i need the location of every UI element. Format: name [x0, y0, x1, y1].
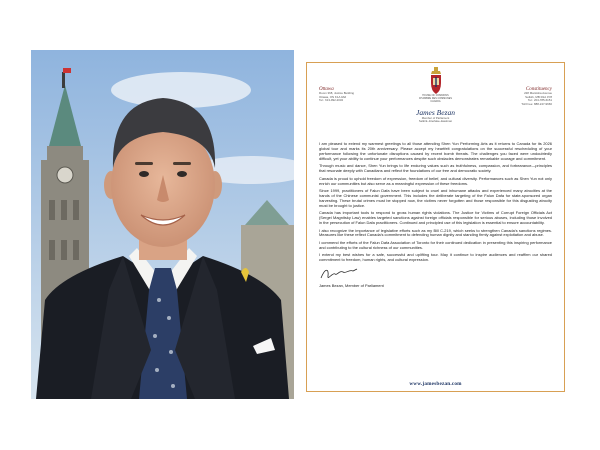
body-paragraph: Through music and dance, Shen Yun brings to life enduring values such as truthfulness, compassion, and forbearance—principles that resonate deeply with Canadians and reflect the foundations of our free and democratic society.	[319, 163, 552, 174]
mp-title-line: Selkirk–Interlake–Eastman	[418, 119, 453, 124]
body-paragraph: I extend my best wishes for a safe, successful and uplifting tour. May it continue to inspire audiences and reaffirm our shared commitment to freedom, human rights, and cultural expression.	[319, 252, 552, 263]
constituency-heading: Constituency	[525, 87, 552, 92]
body-paragraph: I am pleased to extend my warmest greetings to all those attending Shen Yun Performing Arts as it returns to Canada for its 2026 global tour and marks its 20th anniversary. Please accept my heartfelt congratulations on the successful rescheduling of your performance following the unfortunate disruptions caused by recent bomb threats. The challenges you faced were undoubtedly difficult, yet your ability to continue your performances despite such obstacles demonstrates remarkable courage and commitment.	[319, 141, 552, 161]
house-line: CHAMBRE DES COMMUNES	[418, 97, 453, 100]
letter-body	[319, 142, 552, 263]
portrait-illustration	[31, 50, 294, 399]
body-paragraph: Canada is proud to uphold freedom of expression, freedom of belief, and cultural diversity. Performances such as Shen Yun not only enrich our communities but also serve as a meaningful expression of these freedoms.	[319, 175, 552, 186]
signature-block	[319, 266, 552, 288]
mp-title-line: Member of Parliament	[421, 115, 450, 120]
body-paragraph: I also recognize the importance of legislative efforts such as my Bill C-219, which seeks to strengthen Canada's sanctions regimes. Measures like these reflect Canada's commitment to defending human dignity and standing firmly against exploitation and abuse.	[319, 227, 552, 238]
letterhead-center	[391, 67, 481, 124]
signature-image	[319, 266, 552, 282]
ottawa-heading: Ottawa	[319, 87, 334, 92]
ottawa-line: Tel.: 613-992-2032	[319, 98, 344, 103]
letter-document	[306, 62, 565, 392]
house-of-commons-crest-icon	[429, 67, 443, 95]
mp-name: James Bezan	[416, 107, 455, 117]
ottawa-line: Ottawa, ON K1A 0A6	[319, 94, 347, 99]
ottawa-address	[319, 87, 399, 103]
constituency-line: Tel.: 204-785-6151	[527, 98, 552, 103]
portrait-photo	[31, 50, 294, 399]
body-paragraph: Since 1999, practitioners of Falun Dafa have been subject to cruel and inhumane attacks and experienced many atrocities at the hands of the Chinese communist government. This includes the deliberate targeting of the Falun Dafa for state-sponsored organ harvesting. These brutal crimes must be stopped now, the victims never forgotten and those responsible for this disgusting atrocity must be brought to justice.	[319, 188, 552, 208]
constituency-line: Toll Free: 888-247-9666	[521, 102, 552, 107]
body-paragraph: Canada has important tools to respond to gross human rights violations. The Justice for Victims of Corrupt Foreign Officials Act (Sergei Magnitsky Law) enables targeted sanctions against foreign officials responsible for serious abuses, including those involved in the persecution of Falun Dafa practitioners. Continued and principled use of this legislation is essential to ensure accountability.	[319, 210, 552, 226]
house-line: HOUSE OF COMMONS	[422, 95, 449, 97]
handwritten-signature-icon	[319, 266, 359, 282]
constituency-address	[472, 87, 552, 107]
body-paragraph: I commend the efforts of the Falun Dafa Association of Toronto for their continued dedication in presenting this inspiring performance and contributing to the cultural richness of our communities.	[319, 239, 552, 250]
house-line: CANADA	[430, 100, 441, 103]
website-link[interactable]: www.jamesbezan.com	[409, 381, 462, 387]
constituency-line: 228 Manitoba Avenue	[524, 91, 552, 95]
ottawa-line: Room 368, Justice Building	[319, 91, 355, 95]
signature-name: James Bezan, Member of Parliament	[319, 282, 384, 288]
letterhead	[319, 67, 552, 142]
constituency-line: Selkirk, MB R1A 0Y8	[525, 94, 552, 99]
